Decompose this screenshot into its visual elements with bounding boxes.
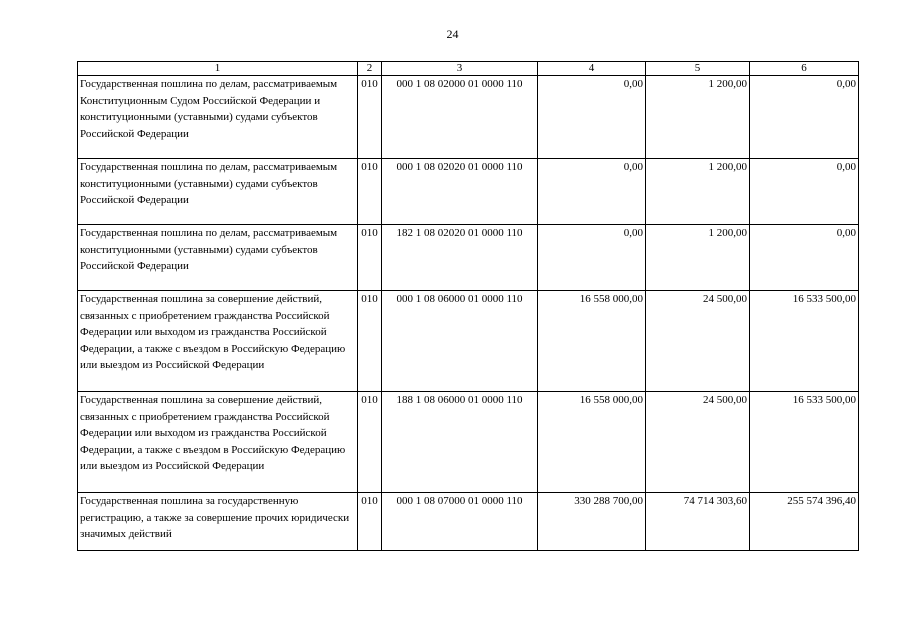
row-value-4: 16 558 000,00 — [538, 392, 646, 493]
row-admin-code: 010 — [358, 225, 382, 291]
row-value-6: 16 533 500,00 — [750, 392, 859, 493]
row-value-6: 0,00 — [750, 76, 859, 159]
row-name: Государственная пошлина за государственную регистрацию, а также за совершение прочих юридически значимых действий — [78, 493, 358, 551]
table-header-row — [78, 62, 859, 76]
row-classification-code: 000 1 08 07000 01 0000 110 — [382, 493, 538, 551]
row-value-5: 1 200,00 — [646, 225, 750, 291]
row-admin-code: 010 — [358, 493, 382, 551]
row-name: Государственная пошлина по делам, рассматриваемым конституционными (уставными) судами субъектов Российской Федерации — [78, 159, 358, 225]
row-name: Государственная пошлина по делам, рассматриваемым Конституционным Судом Российской Федерации и конституционными (уставными) судами субъектов Российской Федерации — [78, 76, 358, 159]
row-value-6: 0,00 — [750, 225, 859, 291]
row-value-6: 255 574 396,40 — [750, 493, 859, 551]
row-value-5: 24 500,00 — [646, 291, 750, 392]
row-name: Государственная пошлина за совершение действий, связанных с приобретением гражданства Российской Федерации или выходом из гражданства Российской Федерации, а также с въездом в Российскую Федерацию или выездом из Российской Федерации — [78, 291, 358, 392]
table-row — [78, 76, 859, 159]
row-name: Государственная пошлина за совершение действий, связанных с приобретением гражданства Российской Федерации или выходом из гражданства Российской Федерации, а также с въездом в Российскую Федерацию или выездом из Российской Федерации — [78, 392, 358, 493]
row-value-5: 74 714 303,60 — [646, 493, 750, 551]
row-value-4: 0,00 — [538, 159, 646, 225]
row-name: Государственная пошлина по делам, рассматриваемым конституционными (уставными) судами субъектов Российской Федерации — [78, 225, 358, 291]
row-value-5: 1 200,00 — [646, 159, 750, 225]
row-classification-code: 000 1 08 02020 01 0000 110 — [382, 159, 538, 225]
row-value-4: 0,00 — [538, 76, 646, 159]
table-row — [78, 493, 859, 551]
row-admin-code: 010 — [358, 76, 382, 159]
table-row — [78, 392, 859, 493]
row-classification-code: 182 1 08 02020 01 0000 110 — [382, 225, 538, 291]
row-value-4: 330 288 700,00 — [538, 493, 646, 551]
row-admin-code: 010 — [358, 392, 382, 493]
table-row — [78, 225, 859, 291]
column-header-4: 4 — [538, 62, 646, 76]
row-classification-code: 000 1 08 06000 01 0000 110 — [382, 291, 538, 392]
row-classification-code: 000 1 08 02000 01 0000 110 — [382, 76, 538, 159]
row-value-6: 16 533 500,00 — [750, 291, 859, 392]
table-row — [78, 159, 859, 225]
column-header-6: 6 — [750, 62, 859, 76]
row-value-5: 24 500,00 — [646, 392, 750, 493]
row-value-6: 0,00 — [750, 159, 859, 225]
page-number: 24 — [446, 27, 459, 41]
row-admin-code: 010 — [358, 291, 382, 392]
row-value-4: 16 558 000,00 — [538, 291, 646, 392]
column-header-3: 3 — [382, 62, 538, 76]
budget-table — [77, 61, 859, 551]
row-value-5: 1 200,00 — [646, 76, 750, 159]
row-value-4: 0,00 — [538, 225, 646, 291]
row-admin-code: 010 — [358, 159, 382, 225]
column-header-5: 5 — [646, 62, 750, 76]
row-classification-code: 188 1 08 06000 01 0000 110 — [382, 392, 538, 493]
table-row — [78, 291, 859, 392]
column-header-1: 1 — [78, 62, 358, 76]
column-header-2: 2 — [358, 62, 382, 76]
